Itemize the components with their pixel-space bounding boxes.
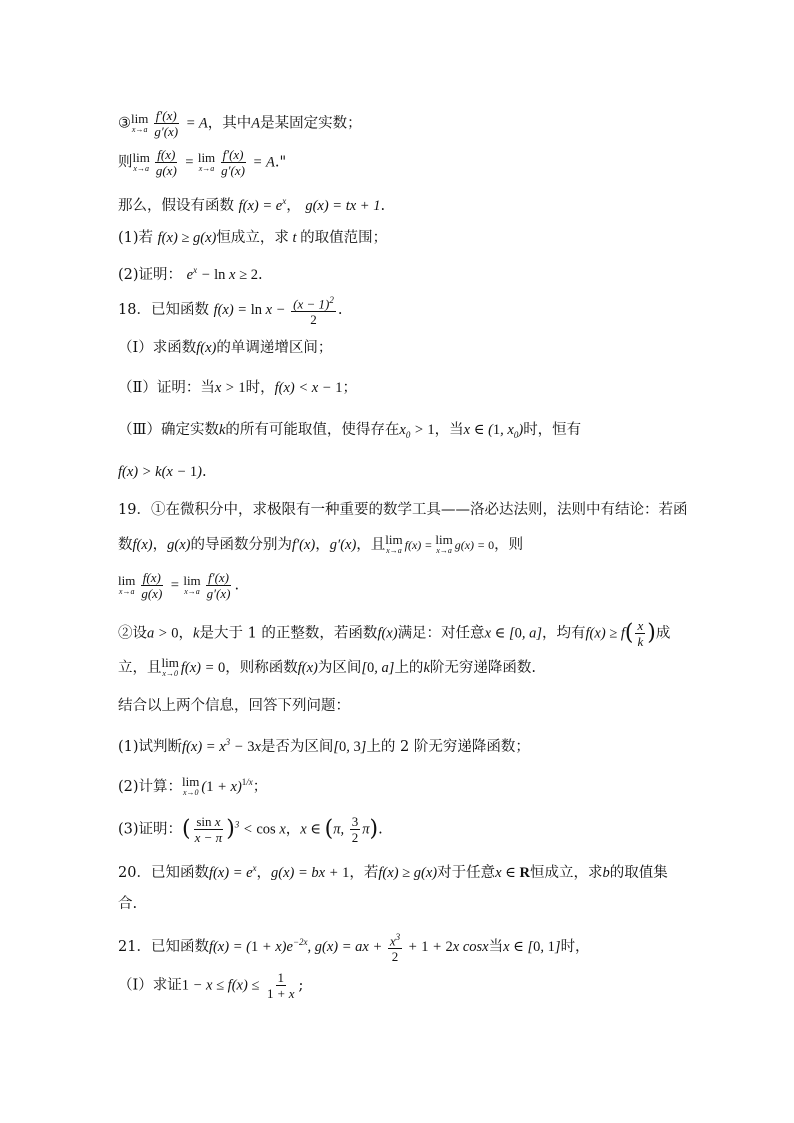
p17-condition-3: ③ lim x→a $\frac{f'(x)}{g'(x)}$ = A，其中A是某固定实数；	[118, 108, 362, 139]
p18-part-iii: （Ⅲ）确定实数k的所有可能取值，使得存在$x_0 > 1$，当x ∈ (1, $x_0$)时，恒有	[118, 422, 582, 440]
p19-combine: 结合以上两个信息，回答下列问题：	[118, 698, 350, 714]
p17-q2: (2)证明： $e^x - \ln x \ge 2$.	[118, 265, 263, 283]
p18-statement: 18．已知函数 f(x) = ln x − $\frac{(x - 1)^2}{2}$ .	[118, 295, 343, 328]
p19-q3: (3)证明：( $\frac{\text{sin x}}{x - \pi}$ )$^3$ < cos x，x ∈ (π, $\frac{3}{2}$ π).	[118, 814, 383, 845]
p21-statement: 21．已知函数$f(x) = (1 + x)e^{-2x}$, g(x) = ax + $\frac{x^3}{2}$ + 1 + 2x cosx当x ∈ [0, 1]时，	[118, 932, 590, 965]
p19-q2: (2)计算： lim x→0 $(1 + x)^{1/x}$；	[118, 773, 268, 797]
p18-part-iii-cont: f(x) > k(x − 1).	[118, 464, 207, 480]
p21-part-i: （I）求证1 − x ≤ f(x) ≤ $\frac{1}{1 + x}$ ;	[118, 970, 304, 1001]
p18-part-i: （Ⅰ）求函数f(x)的单调递增区间；	[118, 340, 333, 356]
p18-part-ii: （Ⅱ）证明：当x > 1时，f(x) < x − 1；	[118, 380, 357, 396]
p17-q1: (1)若 f(x) ≥ g(x)恒成立，求 t 的取值范围；	[118, 230, 388, 246]
p19-lead: 19．①在微积分中，求极限有一种重要的数学工具——洛必达法则，法则中有结论：若函	[118, 502, 688, 518]
p17-intro: 那么，假设有函数 $f(x) = e^x$， g(x) = tx + 1.	[118, 196, 386, 214]
p19-line2: 数f(x)，g(x)的导函数分别为f′(x)，g′(x)，且 lim x→a f(x) = lim x→a g(x) = 0，则	[118, 532, 524, 555]
p17-conclusion: 则 lim x→a $\frac{f(x)}{g(x)}$ = lim x→a $\frac{f'(x)}{g'(x)}$ = A."	[118, 147, 287, 178]
p19-q1: (1)试判断$f(x) = x^3 - 3x$是否为区间[0, 3]上的 2 阶无穷递降函数；	[118, 737, 530, 755]
p20-cont: 合.	[118, 896, 138, 912]
p19-lhopital-formula: lim x→a $\frac{f(x)}{g(x)}$ = lim x→a $\frac{f'(x)}{g'(x)}$ .	[118, 570, 240, 601]
p19-condition-2-cont: 立，且 lim x→0 f(x) = 0，则称函数f(x)为区间[0, a]上的k阶无穷递降函数.	[118, 655, 536, 678]
p20-statement: 20．已知函数$f(x) = e^x$，g(x) = bx + 1，若f(x) ≥ g(x)对于任意x ∈ R恒成立，求b的取值集	[118, 863, 668, 881]
p19-condition-2: ②设a > 0，k是大于 1 的正整数，若函数f(x)满足：对任意x ∈ [0, a]，均有f(x) ≥ f( $\frac{x}{k}$ )成	[118, 618, 671, 649]
